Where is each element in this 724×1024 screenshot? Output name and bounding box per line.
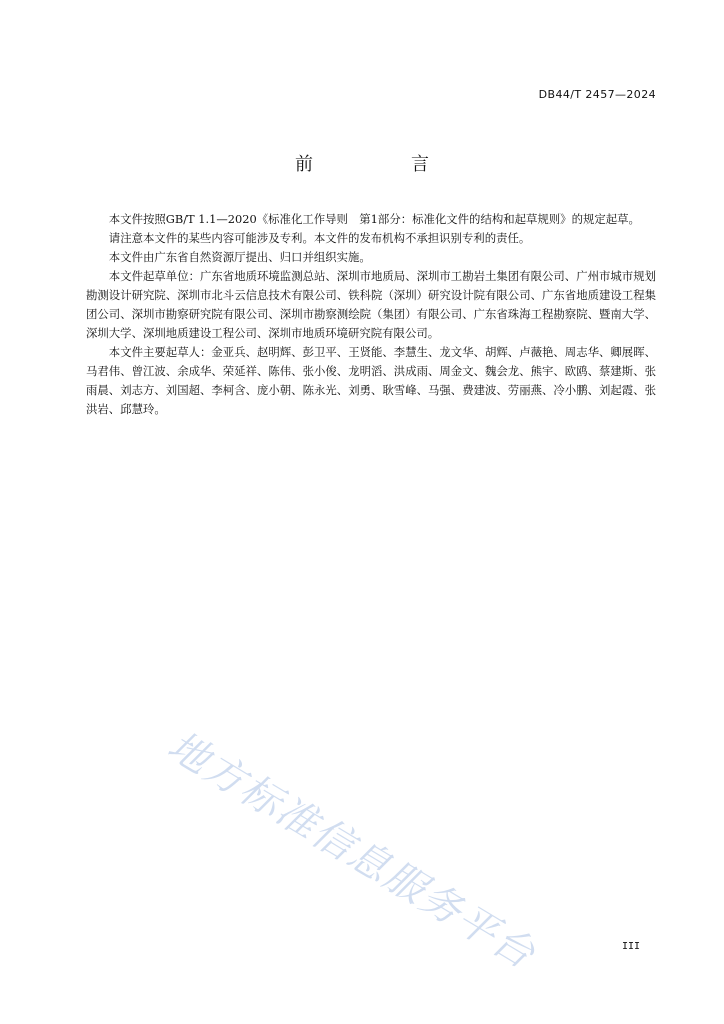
paragraph-patent-notice: 请注意本文件的某些内容可能涉及专利。本文件的发布机构不承担识别专利的责任。 [108,231,531,245]
watermark: 地方标准信息服务平台 [159,722,544,979]
paragraph-drafting-units: 本文件起草单位：广东省地质环境监测总站、深圳市地质局、深圳市工勘岩土集团有限公司、广州市城市规划勘测设计研究院、深圳市北斗云信息技术有限公司、铁科院（深圳）研究设计院有限公司、广东省地质建设工程集团公司、深圳市勘察研究院有限公司、深圳市勘察测绘院（集团）有限公司、广东省珠海工程勘察院、暨南大学、深圳大学、深圳地质建设工程公司、深圳市地质环境研究院有限公司。 [86,269,656,340]
page-title: 前 言 [295,154,469,175]
document-code: DB44/T 2457—2024 [538,88,656,101]
paragraph-drafters: 本文件主要起草人：金亚兵、赵明辉、彭卫平、王贤能、李慧生、龙文华、胡辉、卢薇艳、周志华、卿展晖、马君伟、曾江波、余成华、荣延祥、陈伟、张小俊、龙明滔、洪成雨、周金文、魏会龙、熊宇、欧鸥、蔡建斯、张雨晨、刘志方、刘国超、李柯含、庞小朝、陈永光、刘勇、耿雪峰、马强、费建波、劳丽燕、冷小鹏、刘起霞、张洪岩、邱慧玲。 [86,345,656,416]
paragraph-proposer: 本文件由广东省自然资源厅提出、归口并组织实施。 [108,250,371,264]
document-body [86,210,656,419]
paragraph-standard-basis: 本文件按照GB/T 1.1—2020《标准化工作导则 第1部分：标准化文件的结构和起草规则》的规定起草。 [108,212,640,226]
page-number: III [621,941,640,952]
